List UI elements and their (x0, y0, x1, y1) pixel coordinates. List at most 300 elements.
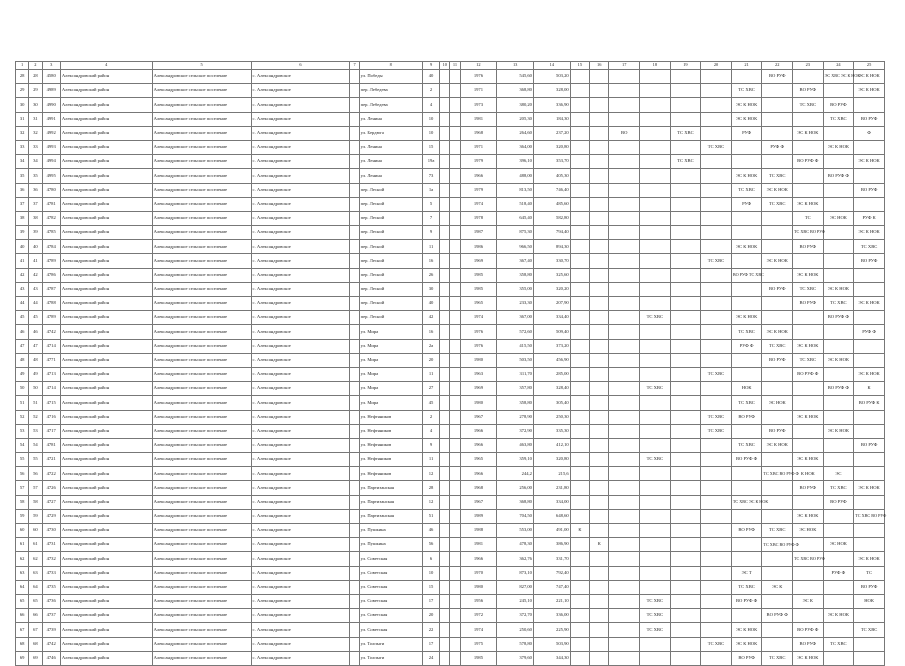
cell-col-18 (640, 98, 671, 112)
cell-col-12: 1966 (460, 169, 497, 183)
cell-col-15 (570, 566, 589, 580)
cell-col-21 (731, 467, 762, 481)
cell-col-5: Александровское сельское поселение (152, 538, 251, 552)
cell-col-23 (793, 183, 824, 197)
cell-col-16 (590, 623, 609, 637)
cell-col-5: Александровское сельское поселение (152, 651, 251, 665)
cell-col-24 (823, 651, 854, 665)
cell-col-11 (450, 98, 460, 112)
cell-col-10 (440, 453, 450, 467)
cell-col-21 (731, 155, 762, 169)
cell-col-25: К (854, 382, 885, 396)
cell-col-17 (609, 211, 640, 225)
cell-col-2: 44 (29, 297, 42, 311)
cell-col-17 (609, 580, 640, 594)
cell-col-7 (350, 183, 359, 197)
cell-col-3: 4733 (42, 566, 60, 580)
cell-col-22: РУФ Ф (762, 140, 793, 154)
cell-col-7 (350, 297, 359, 311)
cell-col-11 (450, 580, 460, 594)
cell-col-21 (731, 211, 762, 225)
cell-col-11 (450, 70, 460, 84)
cell-col-17 (609, 566, 640, 580)
table-row (16, 509, 885, 523)
cell-col-8: ул. Партизанская (359, 481, 422, 495)
cell-col-16 (590, 211, 609, 225)
cell-col-3: 4735 (42, 580, 60, 594)
cell-col-14: 330,70 (533, 254, 570, 268)
cell-col-20: ТС ХВС (701, 140, 732, 154)
cell-col-5: Александровское сельское поселение (152, 226, 251, 240)
cell-col-18 (640, 297, 671, 311)
cell-col-3: 4739 (42, 623, 60, 637)
cell-col-4: Александровский район (60, 240, 152, 254)
cell-col-8: ул. Мира (359, 382, 422, 396)
column-number-15: 15 (570, 62, 589, 70)
cell-col-18 (640, 396, 671, 410)
cell-col-19 (670, 524, 701, 538)
cell-col-25: ЭС К НОК (854, 367, 885, 381)
cell-col-19 (670, 453, 701, 467)
cell-col-18 (640, 325, 671, 339)
cell-col-1: 35 (16, 169, 29, 183)
cell-col-18 (640, 552, 671, 566)
cell-col-14: 331,70 (533, 552, 570, 566)
cell-col-9: 7 (422, 211, 439, 225)
cell-col-21: ЭС К НОК (731, 98, 762, 112)
cell-col-13: 873,10 (497, 566, 534, 580)
cell-col-22 (762, 453, 793, 467)
cell-col-22: ЭС К НОК (762, 325, 793, 339)
cell-col-22: ЭС К НОК (762, 254, 793, 268)
cell-col-4: Александровский район (60, 495, 152, 509)
cell-col-18 (640, 495, 671, 509)
column-number-22: 22 (762, 62, 793, 70)
cell-col-14: 231,80 (533, 481, 570, 495)
cell-col-23 (793, 495, 824, 509)
cell-col-6: с. Александровское (251, 126, 350, 140)
cell-col-10 (440, 325, 450, 339)
cell-col-5: Александровское сельское поселение (152, 424, 251, 438)
cell-col-19 (670, 169, 701, 183)
cell-col-25: ТС (854, 566, 885, 580)
cell-col-1: 42 (16, 268, 29, 282)
cell-col-11 (450, 651, 460, 665)
cell-col-13: 415,50 (497, 339, 534, 353)
cell-col-5: Александровское сельское поселение (152, 155, 251, 169)
cell-col-19 (670, 98, 701, 112)
cell-col-16 (590, 509, 609, 523)
cell-col-7 (350, 268, 359, 282)
cell-col-10 (440, 552, 450, 566)
cell-col-23 (793, 566, 824, 580)
cell-col-3: 4580 (42, 70, 60, 84)
cell-col-24: ЭС НОК (823, 538, 854, 552)
cell-col-1: 30 (16, 98, 29, 112)
cell-col-24: ЭС НОК (823, 211, 854, 225)
cell-col-6: с. Александровское (251, 467, 350, 481)
cell-col-6: с. Александровское (251, 651, 350, 665)
cell-col-23: ВО РУФ (793, 637, 824, 651)
cell-col-24 (823, 396, 854, 410)
cell-col-2: 46 (29, 325, 42, 339)
cell-col-13: 250,60 (497, 623, 534, 637)
cell-col-13: 368,80 (497, 84, 534, 98)
cell-col-23 (793, 609, 824, 623)
cell-col-13: 358,80 (497, 396, 534, 410)
table-row (16, 481, 885, 495)
cell-col-5: Александровское сельское поселение (152, 197, 251, 211)
cell-col-11 (450, 226, 460, 240)
cell-col-15 (570, 481, 589, 495)
cell-col-8: ул. Ленина (359, 155, 422, 169)
cell-col-1: 68 (16, 637, 29, 651)
cell-col-24: ВО РУФ (823, 98, 854, 112)
cell-col-11 (450, 410, 460, 424)
cell-col-6: с. Александровское (251, 566, 350, 580)
cell-col-19 (670, 282, 701, 296)
cell-col-12: 1969 (460, 254, 497, 268)
cell-col-19 (670, 566, 701, 580)
table-row (16, 169, 885, 183)
cell-col-18 (640, 481, 671, 495)
cell-col-25: ЭС К НОК (854, 70, 885, 84)
cell-col-11 (450, 325, 460, 339)
cell-col-17 (609, 311, 640, 325)
cell-col-23 (793, 424, 824, 438)
cell-col-9: 4 (422, 424, 439, 438)
table-row (16, 438, 885, 452)
cell-col-1: 29 (16, 84, 29, 98)
cell-col-11 (450, 623, 460, 637)
cell-col-14: 320,80 (533, 140, 570, 154)
cell-col-22 (762, 637, 793, 651)
table-row (16, 467, 885, 481)
cell-col-16 (590, 98, 609, 112)
cell-col-20 (701, 297, 732, 311)
cell-col-16 (590, 84, 609, 98)
cell-col-14: 386,90 (533, 538, 570, 552)
cell-col-12: 1975 (460, 637, 497, 651)
cell-col-7 (350, 623, 359, 637)
cell-col-12: 1979 (460, 183, 497, 197)
cell-col-22 (762, 509, 793, 523)
cell-col-11 (450, 339, 460, 353)
cell-col-22 (762, 367, 793, 381)
table-row (16, 580, 885, 594)
cell-col-5: Александровское сельское поселение (152, 467, 251, 481)
cell-col-24 (823, 155, 854, 169)
cell-col-9: 20 (422, 353, 439, 367)
cell-col-22 (762, 112, 793, 126)
cell-col-15 (570, 112, 589, 126)
cell-col-17 (609, 410, 640, 424)
cell-col-3: 4786 (42, 268, 60, 282)
cell-col-8: ул. Советская (359, 609, 422, 623)
cell-col-11 (450, 112, 460, 126)
cell-col-21: ВО РУФ ТС ХВС (731, 268, 762, 282)
cell-col-10 (440, 84, 450, 98)
cell-col-3: 4994 (42, 155, 60, 169)
cell-col-3: 4742 (42, 637, 60, 651)
cell-col-4: Александровский район (60, 282, 152, 296)
cell-col-5: Александровское сельское поселение (152, 396, 251, 410)
cell-col-23: ЭС К НОК (793, 410, 824, 424)
cell-col-17 (609, 183, 640, 197)
cell-col-12: 1969 (460, 382, 497, 396)
cell-col-16 (590, 580, 609, 594)
cell-col-11 (450, 155, 460, 169)
cell-col-16 (590, 438, 609, 452)
cell-col-10 (440, 637, 450, 651)
cell-col-11 (450, 211, 460, 225)
cell-col-8: пер. Лесной (359, 197, 422, 211)
cell-col-9: 2 (422, 84, 439, 98)
cell-col-12: 1985 (460, 268, 497, 282)
cell-col-14: 792,40 (533, 566, 570, 580)
cell-col-1: 57 (16, 481, 29, 495)
cell-col-6: с. Александровское (251, 183, 350, 197)
cell-col-20 (701, 211, 732, 225)
cell-col-17 (609, 297, 640, 311)
cell-col-10 (440, 226, 450, 240)
cell-col-22 (762, 410, 793, 424)
cell-col-16 (590, 240, 609, 254)
cell-col-10 (440, 353, 450, 367)
cell-col-9: 10 (422, 112, 439, 126)
cell-col-3: 4732 (42, 552, 60, 566)
cell-col-4: Александровский район (60, 268, 152, 282)
cell-col-9: 11 (422, 453, 439, 467)
cell-col-6: с. Александровское (251, 211, 350, 225)
cell-col-9: 46 (422, 524, 439, 538)
cell-col-13: 205,30 (497, 112, 534, 126)
cell-col-4: Александровский район (60, 538, 152, 552)
cell-col-24 (823, 594, 854, 608)
cell-col-20 (701, 609, 732, 623)
cell-col-7 (350, 509, 359, 523)
cell-col-8: ул. Ленина (359, 140, 422, 154)
cell-col-23 (793, 70, 824, 84)
cell-col-2: 58 (29, 495, 42, 509)
cell-col-19 (670, 424, 701, 438)
cell-col-15 (570, 538, 589, 552)
cell-col-3: 4731 (42, 538, 60, 552)
cell-col-12: 1968 (460, 126, 497, 140)
cell-col-10 (440, 467, 450, 481)
cell-col-25: ВО РУФ (854, 580, 885, 594)
cell-col-17 (609, 424, 640, 438)
cell-col-1: 66 (16, 609, 29, 623)
cell-col-14: 334,00 (533, 495, 570, 509)
cell-col-23: ЭС К НОК (793, 339, 824, 353)
cell-col-4: Александровский район (60, 353, 152, 367)
cell-col-4: Александровский район (60, 339, 152, 353)
cell-col-7 (350, 240, 359, 254)
cell-col-10 (440, 254, 450, 268)
cell-col-15 (570, 410, 589, 424)
cell-col-12: 1970 (460, 566, 497, 580)
cell-col-17 (609, 226, 640, 240)
cell-col-19 (670, 609, 701, 623)
cell-col-7 (350, 552, 359, 566)
cell-col-6: с. Александровское (251, 339, 350, 353)
cell-col-17 (609, 197, 640, 211)
cell-col-24: ВО РУФ Ф (823, 382, 854, 396)
cell-col-25 (854, 495, 885, 509)
cell-col-3: 4789 (42, 311, 60, 325)
cell-col-5: Александровское сельское поселение (152, 353, 251, 367)
cell-col-12: 1980 (460, 396, 497, 410)
cell-col-7 (350, 211, 359, 225)
cell-col-25 (854, 169, 885, 183)
cell-col-8: ул. Советская (359, 623, 422, 637)
cell-col-18 (640, 282, 671, 296)
cell-col-17 (609, 367, 640, 381)
cell-col-18 (640, 353, 671, 367)
cell-col-17 (609, 268, 640, 282)
cell-col-12: 1974 (460, 623, 497, 637)
cell-col-3: 4789 (42, 254, 60, 268)
cell-col-12: 1965 (460, 453, 497, 467)
cell-col-5: Александровское сельское поселение (152, 481, 251, 495)
cell-col-24 (823, 268, 854, 282)
cell-col-13: 311,70 (497, 367, 534, 381)
cell-col-24: ЭС К НОК (823, 353, 854, 367)
cell-col-8: ул. Советская (359, 580, 422, 594)
cell-col-3: 4991 (42, 112, 60, 126)
cell-col-16 (590, 353, 609, 367)
cell-col-22: ТС ХВС ВО РУФ Ф (762, 467, 793, 481)
cell-col-8: ул. Мира (359, 339, 422, 353)
cell-col-18 (640, 566, 671, 580)
cell-col-21: РУФ Ф (731, 339, 762, 353)
cell-col-2: 47 (29, 339, 42, 353)
cell-col-9: 10 (422, 566, 439, 580)
cell-col-9: 16 (422, 254, 439, 268)
cell-col-3: 4726 (42, 481, 60, 495)
cell-col-2: 55 (29, 453, 42, 467)
cell-col-10 (440, 538, 450, 552)
cell-col-17 (609, 240, 640, 254)
cell-col-9: 30 (422, 282, 439, 296)
cell-col-12: 1978 (460, 211, 497, 225)
cell-col-10 (440, 382, 450, 396)
cell-col-12: 1973 (460, 98, 497, 112)
cell-col-17 (609, 396, 640, 410)
cell-col-6: с. Александровское (251, 169, 350, 183)
cell-col-1: 56 (16, 467, 29, 481)
cell-col-11 (450, 609, 460, 623)
cell-col-13: 463,80 (497, 438, 534, 452)
cell-col-18 (640, 226, 671, 240)
cell-col-18: ТС ХВС (640, 609, 671, 623)
cell-col-23: ТС ХВС ВО РУФ (793, 226, 824, 240)
cell-col-8: пер. Лебедева (359, 98, 422, 112)
table-row (16, 637, 885, 651)
cell-col-15 (570, 297, 589, 311)
cell-col-25: ЭС К НОК (854, 155, 885, 169)
cell-col-25: ЭС К НОК (854, 226, 885, 240)
table-row (16, 339, 885, 353)
cell-col-7 (350, 140, 359, 154)
cell-col-12: 1976 (460, 339, 497, 353)
cell-col-9: 17 (422, 594, 439, 608)
cell-col-17 (609, 98, 640, 112)
cell-col-20 (701, 453, 732, 467)
cell-col-19 (670, 339, 701, 353)
cell-col-1: 39 (16, 226, 29, 240)
cell-col-20: ТС ХВС (701, 254, 732, 268)
cell-col-8: ул. Толпыги (359, 637, 422, 651)
cell-col-5: Александровское сельское поселение (152, 211, 251, 225)
cell-col-5: Александровское сельское поселение (152, 453, 251, 467)
cell-col-6: с. Александровское (251, 197, 350, 211)
cell-col-16: К (590, 538, 609, 552)
table-row (16, 84, 885, 98)
cell-col-12: 1976 (460, 325, 497, 339)
cell-col-16 (590, 155, 609, 169)
cell-col-5: Александровское сельское поселение (152, 580, 251, 594)
cell-col-13: 518,40 (497, 197, 534, 211)
cell-col-25: ТС ХВС ВО РУФ (854, 509, 885, 523)
cell-col-24 (823, 240, 854, 254)
cell-col-13: 578,80 (497, 637, 534, 651)
cell-col-12: 1985 (460, 651, 497, 665)
cell-col-10 (440, 424, 450, 438)
cell-col-10 (440, 311, 450, 325)
table-row (16, 623, 885, 637)
cell-col-18 (640, 367, 671, 381)
cell-col-2: 63 (29, 566, 42, 580)
cell-col-16 (590, 282, 609, 296)
cell-col-9: 11 (422, 367, 439, 381)
column-number-24: 24 (823, 62, 854, 70)
cell-col-4: Александровский район (60, 594, 152, 608)
cell-col-16 (590, 140, 609, 154)
cell-col-6: с. Александровское (251, 325, 350, 339)
table-row (16, 566, 885, 580)
cell-col-1: 50 (16, 382, 29, 396)
cell-col-11 (450, 594, 460, 608)
cell-col-7 (350, 410, 359, 424)
cell-col-9: 27 (422, 382, 439, 396)
cell-col-2: 36 (29, 183, 42, 197)
cell-col-16 (590, 382, 609, 396)
cell-col-11 (450, 169, 460, 183)
cell-col-9: 17 (422, 637, 439, 651)
cell-col-2: 56 (29, 467, 42, 481)
cell-col-9: 6 (422, 552, 439, 566)
cell-col-11 (450, 424, 460, 438)
cell-col-5: Александровское сельское поселение (152, 268, 251, 282)
cell-col-9: 2а (422, 339, 439, 353)
cell-col-5: Александровское сельское поселение (152, 183, 251, 197)
table-row (16, 70, 885, 84)
cell-col-21: ВО РУФ (731, 524, 762, 538)
cell-col-6: с. Александровское (251, 382, 350, 396)
cell-col-9: 15 (422, 140, 439, 154)
cell-col-15 (570, 155, 589, 169)
cell-col-22: ТС ХВС (762, 651, 793, 665)
cell-col-20 (701, 70, 732, 84)
cell-col-8: ул. Бердюга (359, 126, 422, 140)
cell-col-22 (762, 98, 793, 112)
cell-col-22 (762, 481, 793, 495)
cell-col-5: Александровское сельское поселение (152, 84, 251, 98)
cell-col-12: 1956 (460, 594, 497, 608)
cell-col-6: с. Александровское (251, 594, 350, 608)
